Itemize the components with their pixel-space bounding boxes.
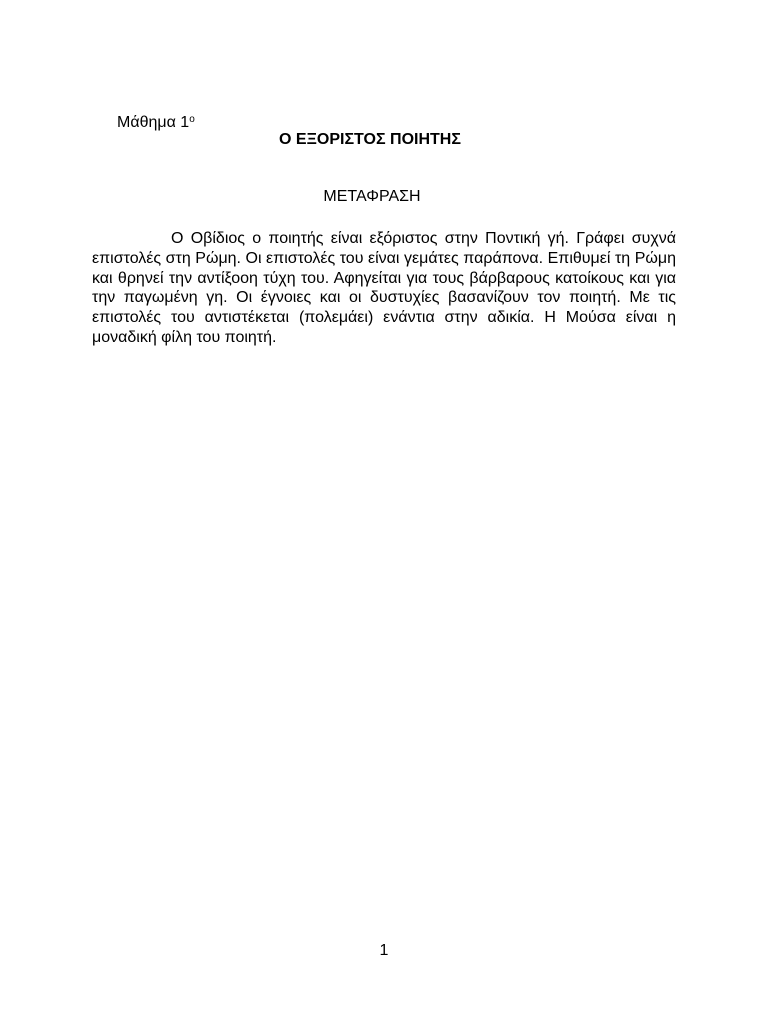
page-number: 1 bbox=[379, 942, 389, 959]
translation-paragraph: Ο Οβίδιος ο ποιητής είναι εξόριστος στην Ποντική γή. Γράφει συχνά επιστολές στη Ρώμη. Οι επιστολές του είναι γεμάτες παράπονα. Επιθυμεί τη Ρώμη και θρηνεί την αντίξοoη τύχη του. Αφηγείται για τους βάρβαρους κατοίκους και για την παγωμένη γη. Οι έγνοιες και οι δυστυχίες βασανίζουν τον ποιητή. Με τις επιστολές του αντιστέκεται (πολεμάει) ενάντια στην αδικία. Η Μούσα είναι η μοναδική φίλη του ποιητή. bbox=[92, 230, 676, 346]
section-heading: ΜΕΤΑΦΡΑΣΗ bbox=[323, 188, 421, 205]
lesson-label-text: Μάθημα 1 bbox=[117, 114, 190, 131]
lesson-label-superscript: ο bbox=[189, 114, 195, 125]
page-title: Ο ΕΞΟΡΙΣΤΟΣ ΠΟΙΗΤΗΣ bbox=[279, 131, 461, 148]
